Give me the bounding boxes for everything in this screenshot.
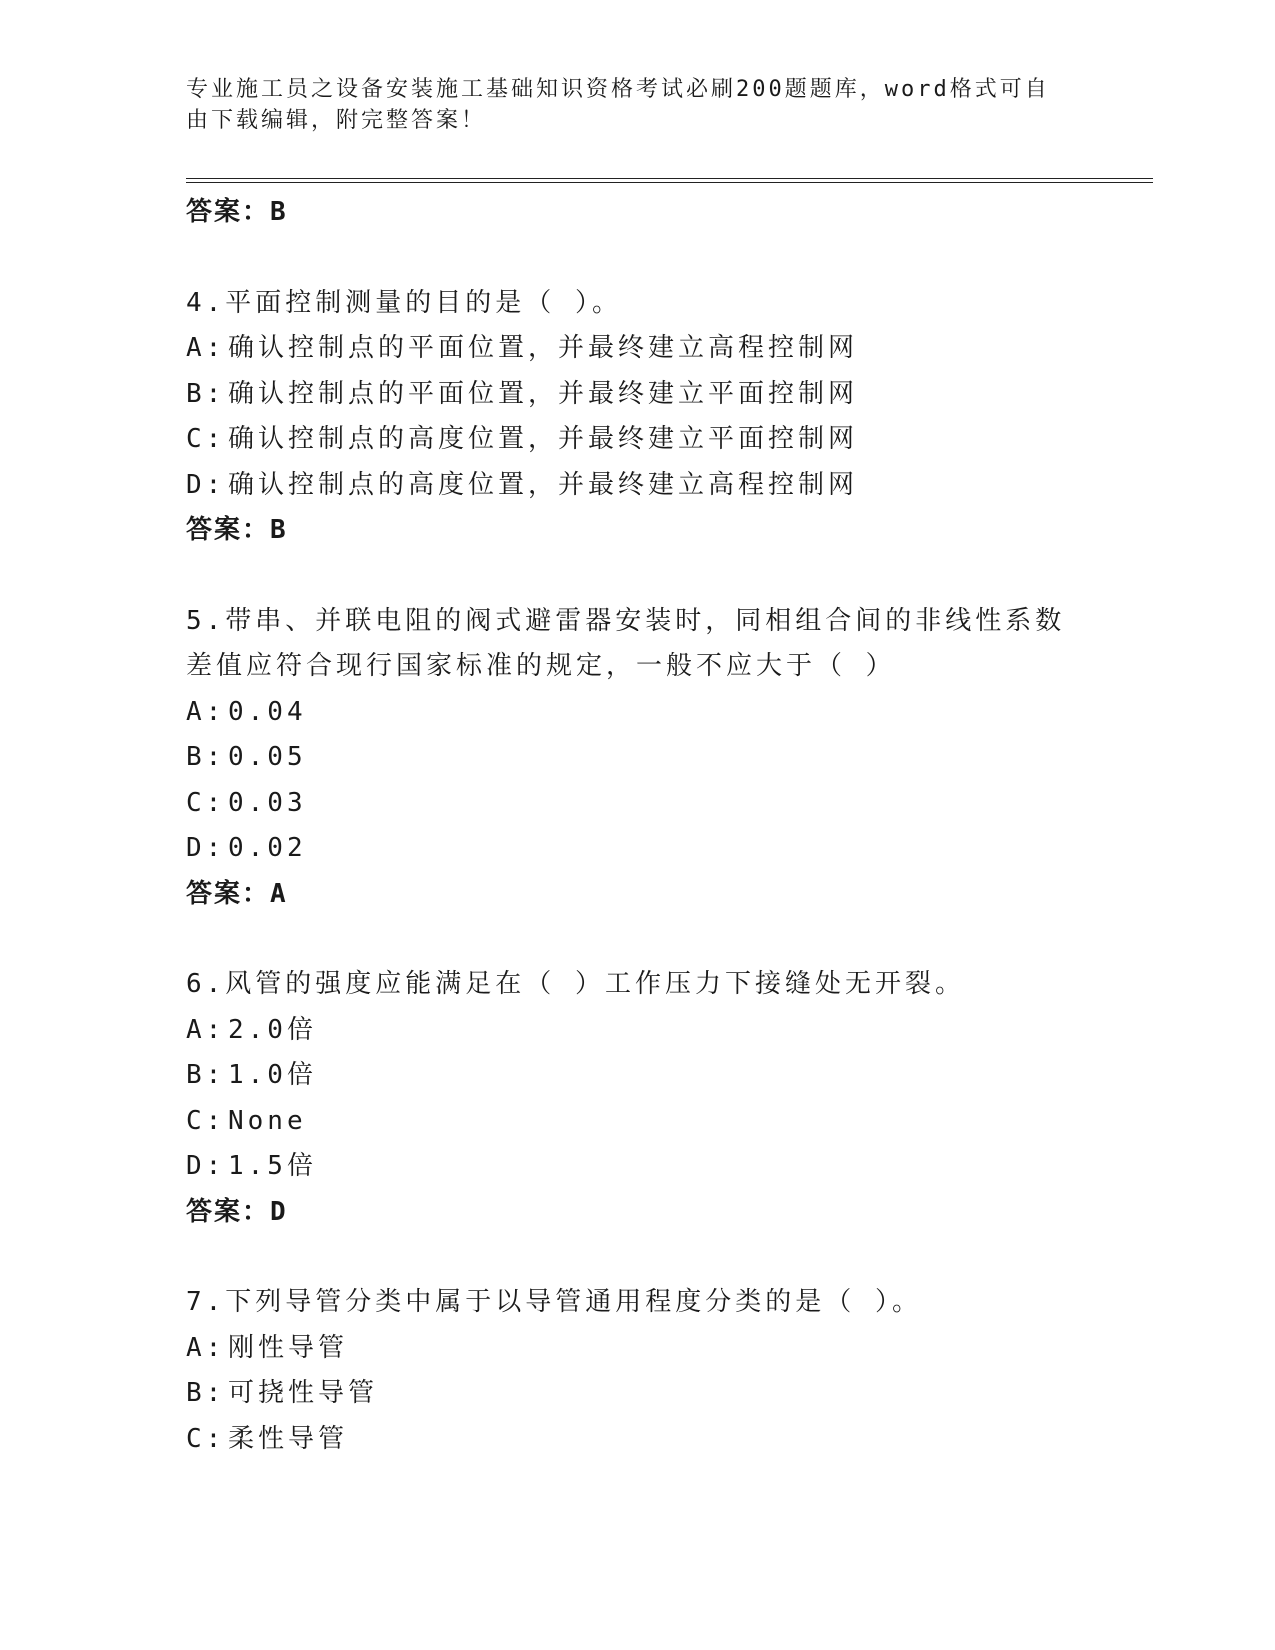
header-divider: [186, 178, 1153, 183]
option-text: 可挠性导管: [228, 1378, 379, 1408]
option-d: [186, 826, 1086, 872]
question-stem: 5.带串、并联电阻的阀式避雷器安装时，同相组合间的非线性系数差值应符合现行国家标准的规定，一般不应大于（ ）: [186, 605, 1066, 681]
option-text: 0.05: [228, 742, 307, 772]
option-key: A:: [186, 696, 226, 727]
option-key: A:: [186, 333, 226, 363]
question-7: [186, 1280, 1086, 1462]
option-a: [186, 326, 1086, 372]
answer-line: [186, 508, 1086, 554]
answer-value: B: [270, 197, 288, 227]
option-text: 1.5倍: [228, 1151, 317, 1181]
option-text: 0.03: [228, 787, 307, 818]
option-b: [186, 735, 1086, 781]
option-b: [186, 1371, 1086, 1417]
option-c: [186, 781, 1086, 827]
answer-label: 答案：: [186, 515, 271, 545]
option-a: [186, 690, 1086, 736]
answer-value: B: [270, 515, 288, 545]
option-d: [186, 1144, 1086, 1190]
option-key: B:: [186, 1378, 226, 1408]
option-key: A:: [186, 1332, 226, 1363]
question-6: [186, 962, 1086, 1235]
option-c: [186, 1417, 1086, 1463]
option-key: B:: [186, 742, 226, 772]
option-text: 柔性导管: [228, 1423, 349, 1454]
answer-value: A: [270, 878, 288, 909]
option-key: D:: [186, 1151, 226, 1181]
option-text: 确认控制点的平面位置，并最终建立高程控制网: [228, 333, 859, 363]
option-key: D:: [186, 833, 226, 863]
option-text: 0.02: [228, 833, 307, 863]
option-text: 1.0倍: [228, 1060, 317, 1090]
option-key: B:: [186, 1060, 226, 1090]
option-b: [186, 372, 1086, 418]
option-key: C:: [186, 424, 226, 454]
option-text: None: [228, 1105, 307, 1136]
answer-label: 答案：: [186, 1196, 271, 1227]
question-stem: 7.下列导管分类中属于以导管通用程度分类的是（ ）。: [186, 1287, 922, 1317]
option-text: 确认控制点的高度位置，并最终建立平面控制网: [228, 424, 859, 454]
option-a: [186, 1008, 1086, 1054]
option-key: D:: [186, 469, 226, 500]
answer-line: [186, 872, 1086, 918]
option-text: 确认控制点的平面位置，并最终建立平面控制网: [228, 378, 859, 409]
answer-value: D: [270, 1196, 288, 1227]
document-header: 专业施工员之设备安装施工基础知识资格考试必刷200题题库，word格式可自由下载编辑，附完整答案！: [186, 77, 1050, 133]
option-text: 2.0倍: [228, 1014, 317, 1045]
answer-line: [186, 1190, 1086, 1236]
option-key: A:: [186, 1014, 226, 1045]
question-stem: 6.风管的强度应能满足在（ ）工作压力下接缝处无开裂。: [186, 969, 965, 999]
answer-label: 答案：: [186, 878, 271, 909]
question-4: [186, 281, 1086, 554]
option-a: [186, 1326, 1086, 1372]
option-b: [186, 1053, 1086, 1099]
option-key: B:: [186, 378, 226, 409]
option-key: C:: [186, 1423, 226, 1454]
option-c: [186, 417, 1086, 463]
question-stem: 4.平面控制测量的目的是（ ）。: [186, 287, 622, 318]
answer-label: 答案：: [186, 197, 271, 227]
option-d: [186, 463, 1086, 509]
option-key: C:: [186, 1105, 226, 1136]
option-c: [186, 1099, 1086, 1145]
option-text: 确认控制点的高度位置，并最终建立高程控制网: [228, 469, 859, 500]
question-5: [186, 599, 1086, 918]
option-text: 0.04: [228, 696, 307, 727]
option-key: C:: [186, 787, 226, 818]
option-text: 刚性导管: [228, 1332, 349, 1363]
question-list: [186, 190, 1086, 1462]
answer-line: [186, 190, 1086, 236]
